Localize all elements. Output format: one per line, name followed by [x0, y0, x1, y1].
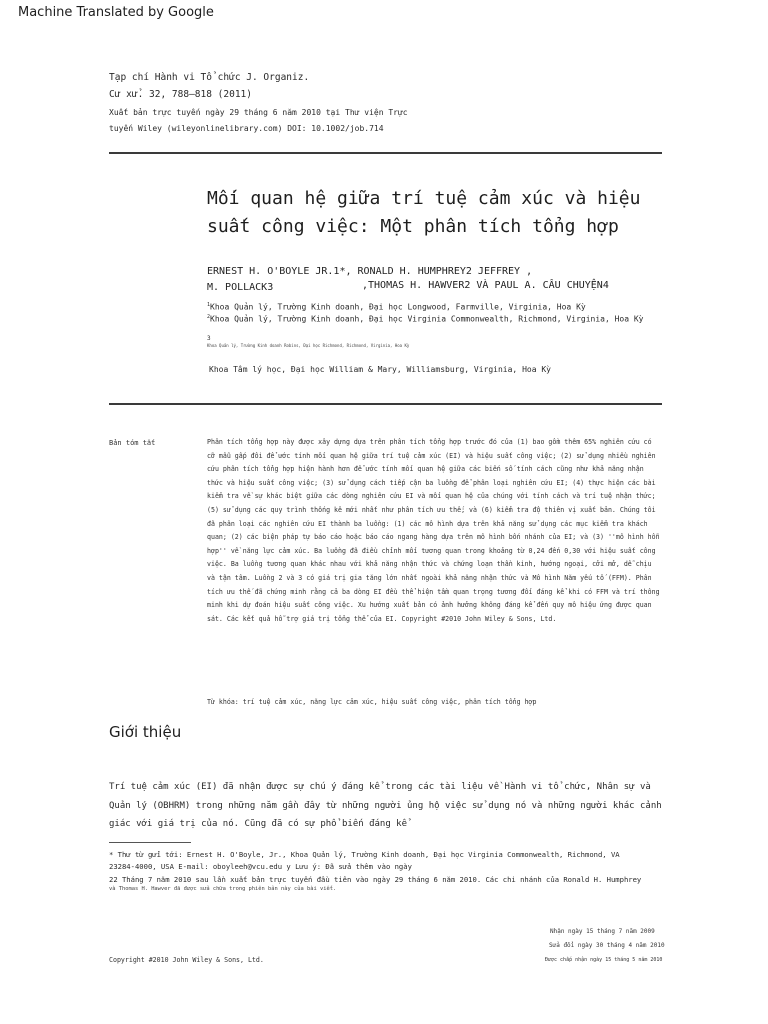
abstract-rule — [109, 403, 662, 405]
keywords: Từ khóa: trí tuệ cảm xúc, năng lực cảm xúc, hiệu suất công việc, phân tích tổng hợp — [207, 698, 537, 706]
journal-volume: Cư xử. 32, 788–818 (2011) — [109, 89, 252, 100]
affiliation-3-number: 3 — [207, 335, 211, 342]
journal-doi-line: tuyến Wiley (wileyonlinelibrary.com) DOI: 10.1002/job.714 — [109, 124, 384, 133]
footnote-email: 23284-4000, USA E-mail: oboyleeh@vcu.edu y Lưu ý: Đã sửa thêm vào ngày — [109, 862, 412, 871]
affiliation-4: Khoa Tâm lý học, Đại học William & Mary, Williamsburg, Virginia, Hoa Kỳ — [209, 365, 551, 374]
translation-banner: Machine Translated by Google — [18, 5, 214, 20]
abstract-label: Bản tóm tắt — [109, 439, 156, 447]
journal-publication-line: Xuất bản trực tuyến ngày 29 tháng 6 năm 2010 tại Thư viện Trực — [109, 108, 408, 117]
top-rule — [109, 152, 662, 154]
intro-heading: Giới thiệu — [109, 723, 182, 741]
intro-text: Trí tuệ cảm xúc (EI) đã nhận được sự chú ý đáng kể trong các tài liệu về Hành vi tổ chức, Nhân sự và Quản lý (OBHRM) trong những năm gần đây từ những người ủng hộ việc sử dụng nó và những người khác cảnh giác với giá trị của nó. Cũng đã có sự phổ biến đáng kể — [109, 782, 662, 829]
affiliation-1: $^1$Khoa Quản lý, Trường Kinh doanh, Đại học Longwood, Farmville, Virginia, Hoa Kỳ — [207, 302, 586, 312]
footnote-correction: 22 Tháng 7 năm 2010 sau lần xuất bản trực tuyến đầu tiên vào ngày 29 tháng 6 năm 2010. Các chi nhánh của Ronald H. Humphrey — [109, 875, 642, 884]
authors-line-2b: ,THOMAS H. HAWVER2 VÀ PAUL A. CÂU CHUYỆN4 — [362, 280, 609, 291]
authors-line-2a: M. POLLACK3 — [207, 282, 274, 293]
affiliation-2: $^2$Khoa Quản lý, Trường Kinh doanh, Đại học Virginia Commonwealth, Richmond, Virginia, Hoa Kỳ — [207, 314, 644, 324]
footnote-rule — [109, 842, 191, 843]
footnote-correspondence: * Thư từ gửi tới: Ernest H. O'Boyle, Jr., Khoa Quản lý, Trường Kinh doanh, Đại học Virginia Commonwealth, Richmond, VA — [109, 850, 620, 859]
journal-name: Tạp chí Hành vi Tổ chức J. Organiz. — [109, 72, 310, 83]
abstract-text: Phân tích tổng hợp này được xây dựng dựa trên phân tích tổng hợp trước đó của (1) bao gồm thêm 65% nghiên cứu có cỡ mẫu gấp đôi để ước tính mối quan hệ giữa trí tuệ cảm xúc (EI) và hiệu suất công việc; (2) sử dụng nhiều nghiên cứu phân tích tổng hợp hiện hành hơn để ước tính mối quan hệ giữa các biến số tính cách cũng như khả năng nhận thức và hiệu suất công việc; (3) sử dụng cách tiếp cận ba luồng để phân loại nghiên cứu EI; (4) thực hiện các bài kiểm tra về sự khác biệt giữa các dòng nghiên cứu EI và mối quan hệ của chúng với tính cách và trí tuệ nhận thức; (5) sử dụng các quy trình thống kê mới nhất như phân tích ưu thế; và (6) kiểm tra độ thiên vị xuất bản. Chúng tôi đã phân loại các nghiên cứu EI thành ba luồng: (1) các mô hình dựa trên khả năng sử dụng các mục kiểm tra khách quan; (2) các biện pháp tự báo cáo hoặc báo cáo ngang hàng dựa trên mô hình bốn nhánh của EI; và (3) ''mô hình hỗn hợp'' về năng lực cảm xúc. Ba luồng đã điều chỉnh mối tương quan trong khoảng từ 0,24 đến 0,30 với hiệu suất công việc. Ba luồng tương quan khác nhau với khả năng nhận thức và chứng loạn thần kinh, hướng ngoại, cởi mở, dễ chịu và tận tâm. Luồng 2 và 3 có giá trị gia tăng lớn nhất ngoài khả năng nhận thức và Mô hình Năm yếu tố (FFM). Phân tích ưu thế đã chứng minh rằng cả ba dòng EI đều thể hiện tầm quan trọng tương đối đáng kể khi có FFM và trí thông minh khi dự đoán hiệu suất công việc. Xu hướng xuất bản có ảnh hưởng không đáng kể đến quy mô hiệu ứng được quan sát. Các kết quả hỗ trợ giá trị tổng thể của EI. Copyright #2010 John Wiley & Sons, Ltd. — [207, 438, 660, 623]
footnote-affiliation-note: và Thomas H. Hawver đã được sửa chữa trong phiên bản này của bài viết. — [109, 886, 337, 892]
article-title: Mối quan hệ giữa trí tuệ cảm xúc và hiệu suất công việc: Một phân tích tổng hợp — [207, 188, 641, 237]
copyright: Copyright #2010 John Wiley & Sons, Ltd. — [109, 956, 264, 964]
affiliation-3: Khoa Quản lý, Trường Kinh doanh Robins, Đại học Richmond, Richmond, Virginia, Hoa Kỳ — [207, 343, 410, 348]
revised-date: Sửa đổi ngày 30 tháng 4 năm 2010 — [549, 942, 665, 949]
accepted-date: Được chấp nhận ngày 15 tháng 5 năm 2010 — [545, 957, 663, 963]
received-date: Nhận ngày 15 tháng 7 năm 2009 — [550, 928, 655, 935]
authors-line-1: ERNEST H. O'BOYLE JR.1*, RONALD H. HUMPHREY2 JEFFREY , — [207, 266, 533, 277]
